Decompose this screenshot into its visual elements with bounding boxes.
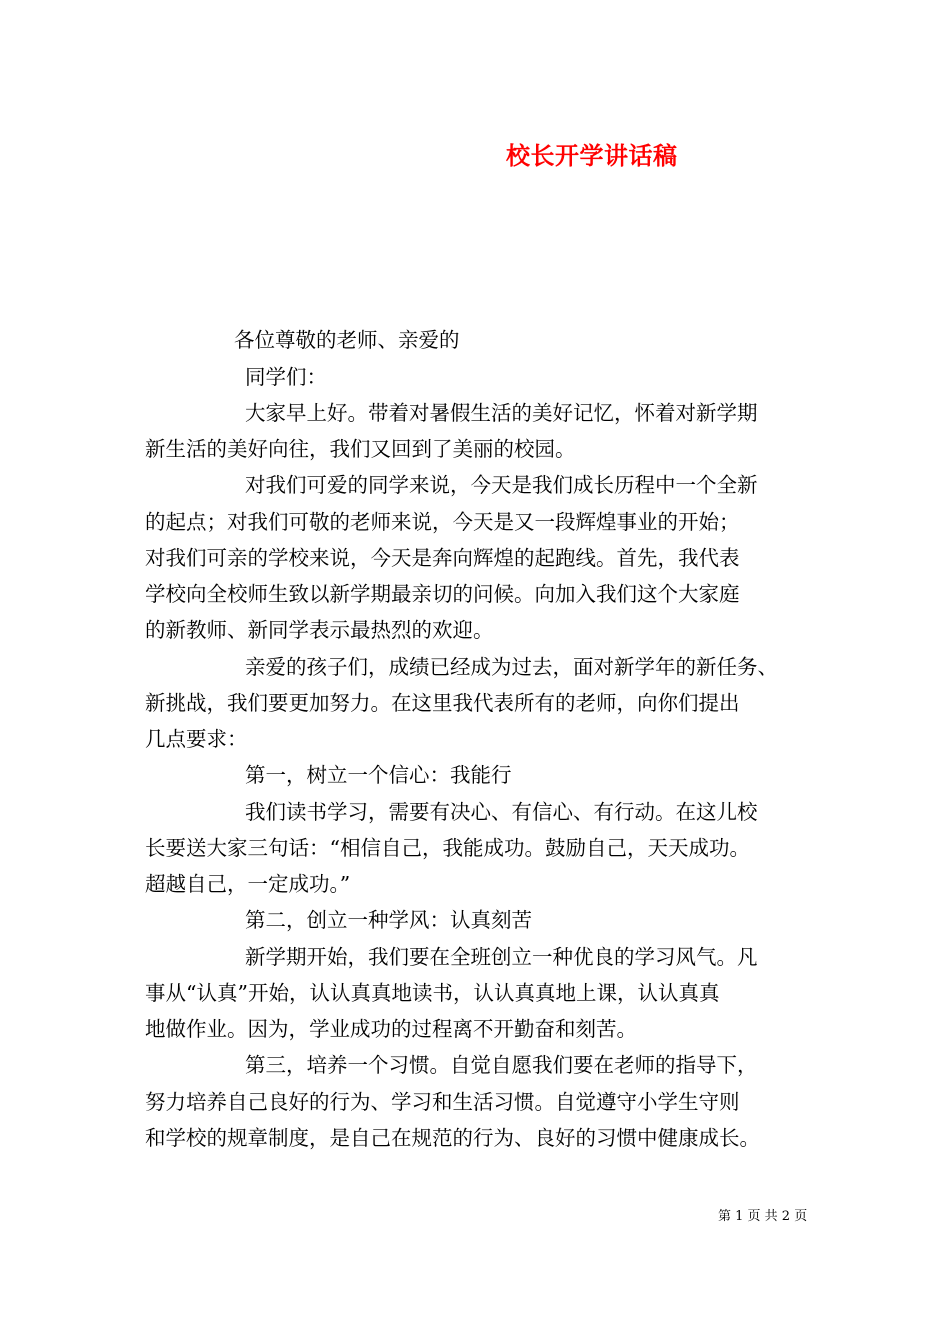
text-line: 各位尊敬的老师、亲爱的 xyxy=(234,328,460,352)
text-line: 的新教师、新同学表示最热烈的欢迎。 xyxy=(145,618,494,642)
text-line: 新挑战，我们要更加努力。在这里我代表所有的老师，向你们提出 xyxy=(145,691,740,715)
text-line: 亲爱的孩子们，成绩已经成为过去，面对新学年的新任务、 xyxy=(245,655,778,679)
section-heading: 第二，创立一种学风：认真刻苦 xyxy=(245,908,532,932)
section-heading: 第三，培养一个习惯。自觉自愿我们要在老师的指导下， xyxy=(245,1053,758,1077)
text-line: 和学校的规章制度，是自己在规范的行为、良好的习惯中健康成长。 xyxy=(145,1126,760,1150)
text-line: 我们读书学习，需要有决心、有信心、有行动。在这儿校 xyxy=(245,800,758,824)
text-line: 大家早上好。带着对暑假生活的美好记忆，怀着对新学期 xyxy=(245,401,758,425)
text-line: 长要送大家三句话：“相信自己，我能成功。鼓励自己，天天成功。 xyxy=(145,836,750,860)
text-line: 对我们可爱的同学来说，今天是我们成长历程中一个全新 xyxy=(245,473,758,497)
section-heading: 第一，树立一个信心：我能行 xyxy=(245,763,512,787)
text-line: 学校向全校师生致以新学期最亲切的问候。向加入我们这个大家庭 xyxy=(145,582,740,606)
text-line: 的起点；对我们可敬的老师来说，今天是又一段辉煌事业的开始； xyxy=(145,510,740,534)
document-title: 校长开学讲话稿 xyxy=(506,141,678,170)
text-line: 事从“认真”开始，认认真真地读书，认认真真地上课，认认真真 xyxy=(145,981,720,1005)
page-number: 第 1 页 共 2 页 xyxy=(718,1209,808,1224)
text-line: 同学们： xyxy=(245,365,327,389)
text-line: 新学期开始，我们要在全班创立一种优良的学习风气。凡 xyxy=(245,945,758,969)
text-line: 对我们可亲的学校来说，今天是奔向辉煌的起跑线。首先，我代表 xyxy=(145,546,740,570)
text-line: 新生活的美好向往，我们又回到了美丽的校园。 xyxy=(145,437,576,461)
text-line: 超越自己，一定成功。” xyxy=(145,872,351,896)
text-line: 几点要求： xyxy=(145,727,248,751)
text-line: 努力培养自己良好的行为、学习和生活习惯。自觉遵守小学生守则 xyxy=(145,1090,740,1114)
text-line: 地做作业。因为，学业成功的过程离不开勤奋和刻苦。 xyxy=(145,1017,637,1041)
